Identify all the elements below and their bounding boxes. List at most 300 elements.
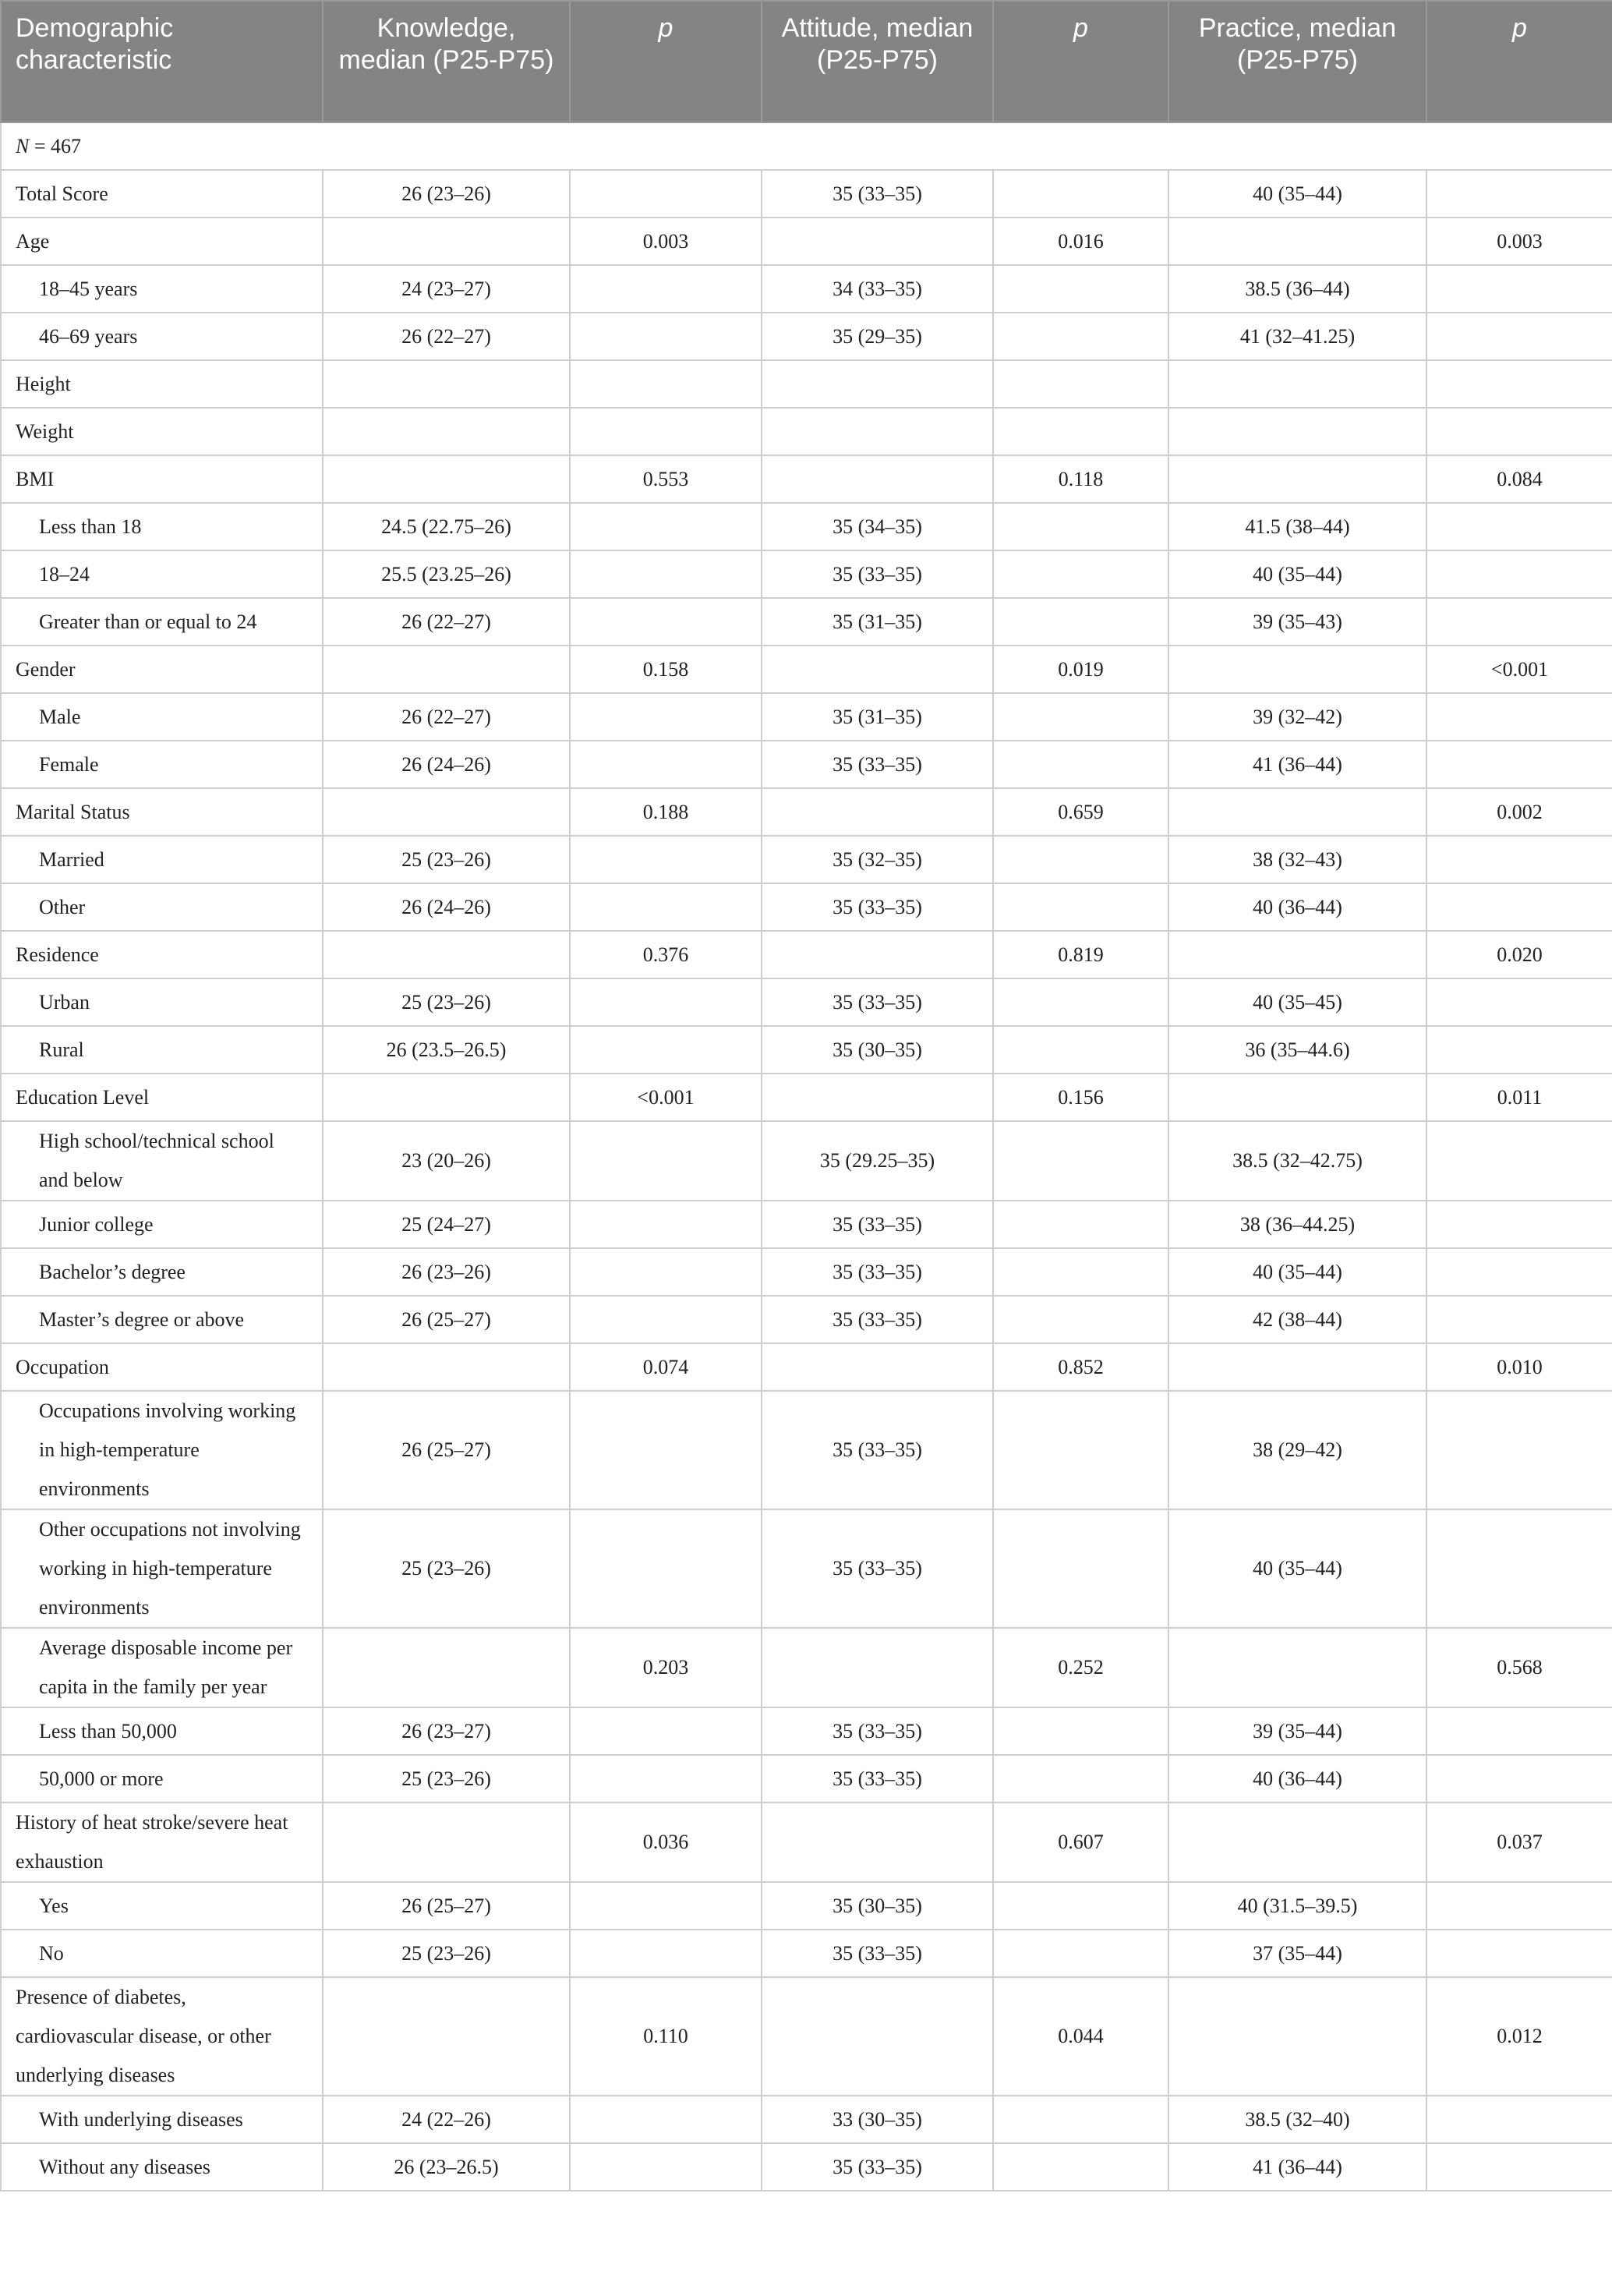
row-label: Height [1,360,323,408]
knowledge-median-cell [323,455,570,503]
practice-p-cell [1426,883,1612,931]
practice-median-cell: 41 (32–41.25) [1168,313,1426,360]
practice-median-cell [1168,455,1426,503]
practice-p-cell [1426,550,1612,598]
attitude-p-cell [993,1509,1168,1628]
practice-p-cell [1426,265,1612,313]
attitude-median-cell [762,218,993,265]
practice-p-cell [1426,503,1612,550]
row-label: 50,000 or more [1,1755,323,1802]
table-header [1,1,1612,122]
n-label: N [16,134,30,157]
practice-p-cell [1426,1391,1612,1509]
attitude-p-cell: 0.019 [993,646,1168,693]
attitude-p-cell: 0.852 [993,1343,1168,1391]
attitude-median-cell: 35 (33–35) [762,1509,993,1628]
practice-median-cell: 38.5 (32–42.75) [1168,1121,1426,1201]
header-characteristic: Demographic characteristic [1,1,323,122]
knowledge-p-cell [570,978,762,1026]
practice-median-cell: 40 (36–44) [1168,883,1426,931]
table-row [1,978,1612,1026]
knowledge-p-cell [570,1882,762,1930]
knowledge-median-cell: 26 (24–26) [323,741,570,788]
row-label: Other [1,883,323,931]
knowledge-p-cell: 0.376 [570,931,762,978]
row-label: Married [1,836,323,883]
knowledge-p-cell [570,360,762,408]
attitude-p-cell: 0.659 [993,788,1168,836]
practice-p-cell [1426,1296,1612,1343]
row-label: Rural [1,1026,323,1074]
practice-p-cell [1426,741,1612,788]
attitude-median-cell: 35 (33–35) [762,2143,993,2191]
practice-median-cell: 40 (35–44) [1168,550,1426,598]
knowledge-p-cell [570,1755,762,1802]
knowledge-median-cell: 25 (23–26) [323,1509,570,1628]
attitude-median-cell [762,931,993,978]
attitude-median-cell: 35 (33–35) [762,1707,993,1755]
knowledge-median-cell [323,360,570,408]
attitude-p-cell: 0.607 [993,1802,1168,1882]
practice-p-cell: 0.037 [1426,1802,1612,1882]
practice-p-cell [1426,1248,1612,1296]
attitude-median-cell: 35 (33–35) [762,741,993,788]
table-row [1,1628,1612,1707]
header-p-attitude: p [993,1,1168,122]
attitude-median-cell [762,408,993,455]
attitude-p-cell [993,1026,1168,1074]
practice-median-cell: 42 (38–44) [1168,1296,1426,1343]
practice-p-cell [1426,1121,1612,1201]
knowledge-p-cell [570,1391,762,1509]
knowledge-median-cell: 26 (25–27) [323,1882,570,1930]
attitude-p-cell [993,2096,1168,2143]
knowledge-median-cell [323,218,570,265]
practice-median-cell: 38.5 (32–40) [1168,2096,1426,2143]
knowledge-p-cell [570,2096,762,2143]
knowledge-p-cell [570,265,762,313]
knowledge-median-cell [323,931,570,978]
row-label: Female [1,741,323,788]
table-row [1,931,1612,978]
knowledge-median-cell: 24.5 (22.75–26) [323,503,570,550]
row-label: Other occupations not involving working in high-temperature environments [1,1509,323,1628]
header-row [1,1,1612,122]
attitude-median-cell: 34 (33–35) [762,265,993,313]
attitude-p-cell [993,503,1168,550]
knowledge-p-cell [570,408,762,455]
attitude-p-cell [993,170,1168,218]
sample-size-row [1,122,1612,170]
attitude-p-cell [993,1391,1168,1509]
knowledge-p-cell [570,550,762,598]
knowledge-p-cell [570,313,762,360]
attitude-median-cell [762,1628,993,1707]
row-label: BMI [1,455,323,503]
practice-median-cell: 41 (36–44) [1168,2143,1426,2191]
row-label: High school/technical school and below [1,1121,323,1201]
table-row [1,1882,1612,1930]
practice-p-cell [1426,2143,1612,2191]
attitude-p-cell: 0.156 [993,1074,1168,1121]
attitude-median-cell: 35 (33–35) [762,1248,993,1296]
row-label: 46–69 years [1,313,323,360]
table-row [1,741,1612,788]
knowledge-median-cell [323,788,570,836]
practice-median-cell: 40 (35–44) [1168,1509,1426,1628]
table-row [1,1248,1612,1296]
knowledge-p-cell: 0.188 [570,788,762,836]
knowledge-p-cell [570,2143,762,2191]
header-p-practice: p [1426,1,1612,122]
knowledge-p-cell [570,1201,762,1248]
practice-p-cell [1426,598,1612,646]
knowledge-p-cell [570,1248,762,1296]
header-attitude: Attitude, median (P25-P75) [762,1,993,122]
attitude-median-cell: 35 (33–35) [762,550,993,598]
practice-p-cell: 0.084 [1426,455,1612,503]
practice-median-cell: 38 (36–44.25) [1168,1201,1426,1248]
knowledge-median-cell [323,1343,570,1391]
attitude-median-cell [762,788,993,836]
practice-p-cell [1426,2096,1612,2143]
attitude-median-cell: 35 (31–35) [762,598,993,646]
knowledge-median-cell: 24 (23–27) [323,265,570,313]
row-label: Bachelor’s degree [1,1248,323,1296]
attitude-p-cell [993,1882,1168,1930]
knowledge-median-cell [323,1074,570,1121]
attitude-p-cell: 0.044 [993,1977,1168,2096]
attitude-median-cell: 35 (33–35) [762,1930,993,1977]
table-row [1,360,1612,408]
row-label: Less than 50,000 [1,1707,323,1755]
table-row [1,170,1612,218]
table-row [1,1121,1612,1201]
practice-p-cell [1426,408,1612,455]
practice-median-cell [1168,218,1426,265]
practice-p-cell: <0.001 [1426,646,1612,693]
attitude-p-cell [993,408,1168,455]
table-row [1,1977,1612,2096]
attitude-p-cell: 0.252 [993,1628,1168,1707]
practice-p-cell [1426,1026,1612,1074]
practice-median-cell: 41.5 (38–44) [1168,503,1426,550]
attitude-p-cell [993,2143,1168,2191]
knowledge-p-cell [570,836,762,883]
table-row [1,2143,1612,2191]
practice-p-cell: 0.568 [1426,1628,1612,1707]
attitude-median-cell: 35 (33–35) [762,978,993,1026]
knowledge-p-cell: 0.074 [570,1343,762,1391]
table-row [1,1930,1612,1977]
knowledge-p-cell: 0.036 [570,1802,762,1882]
table-row [1,313,1612,360]
attitude-p-cell [993,1930,1168,1977]
knowledge-median-cell [323,646,570,693]
practice-median-cell [1168,788,1426,836]
attitude-p-cell: 0.819 [993,931,1168,978]
practice-median-cell [1168,1977,1426,2096]
knowledge-p-cell: 0.003 [570,218,762,265]
practice-median-cell [1168,931,1426,978]
practice-median-cell: 36 (35–44.6) [1168,1026,1426,1074]
knowledge-median-cell: 25 (24–27) [323,1201,570,1248]
attitude-p-cell: 0.118 [993,455,1168,503]
practice-median-cell: 40 (35–45) [1168,978,1426,1026]
knowledge-p-cell [570,883,762,931]
table-row [1,455,1612,503]
row-label: 18–24 [1,550,323,598]
row-label: Yes [1,1882,323,1930]
row-label: Total Score [1,170,323,218]
table-row [1,646,1612,693]
practice-median-cell [1168,1343,1426,1391]
practice-p-cell [1426,836,1612,883]
practice-p-cell [1426,1509,1612,1628]
row-label: Weight [1,408,323,455]
knowledge-p-cell: <0.001 [570,1074,762,1121]
practice-median-cell: 40 (36–44) [1168,1755,1426,1802]
table-row [1,1707,1612,1755]
attitude-p-cell [993,1755,1168,1802]
header-knowledge: Knowledge, median (P25-P75) [323,1,570,122]
attitude-median-cell: 35 (33–35) [762,170,993,218]
knowledge-median-cell [323,408,570,455]
attitude-median-cell: 35 (33–35) [762,1391,993,1509]
table-row [1,1026,1612,1074]
attitude-p-cell [993,741,1168,788]
table-row [1,265,1612,313]
table-row [1,408,1612,455]
practice-median-cell: 38 (29–42) [1168,1391,1426,1509]
attitude-p-cell [993,836,1168,883]
attitude-p-cell [993,883,1168,931]
attitude-p-cell [993,265,1168,313]
knowledge-median-cell [323,1802,570,1882]
practice-p-cell: 0.003 [1426,218,1612,265]
knowledge-p-cell: 0.553 [570,455,762,503]
attitude-median-cell [762,1977,993,2096]
row-label: History of heat stroke/severe heat exhaustion [1,1802,323,1882]
knowledge-median-cell: 26 (23–27) [323,1707,570,1755]
attitude-p-cell [993,978,1168,1026]
knowledge-p-cell [570,1509,762,1628]
practice-p-cell: 0.020 [1426,931,1612,978]
practice-median-cell: 39 (35–44) [1168,1707,1426,1755]
table-body [1,122,1612,2191]
practice-p-cell [1426,170,1612,218]
practice-p-cell [1426,978,1612,1026]
table-row [1,1509,1612,1628]
attitude-p-cell [993,1707,1168,1755]
practice-median-cell: 39 (35–43) [1168,598,1426,646]
table-row [1,1755,1612,1802]
practice-median-cell: 38 (32–43) [1168,836,1426,883]
n-value: = 467 [29,134,82,157]
sample-size-cell [1,122,1612,170]
knowledge-median-cell: 26 (25–27) [323,1391,570,1509]
attitude-median-cell: 35 (30–35) [762,1882,993,1930]
knowledge-median-cell: 26 (23–26) [323,1248,570,1296]
attitude-median-cell [762,1343,993,1391]
attitude-median-cell: 35 (32–35) [762,836,993,883]
row-label: Occupation [1,1343,323,1391]
header-p-knowledge: p [570,1,762,122]
row-label: Urban [1,978,323,1026]
attitude-median-cell: 35 (30–35) [762,1026,993,1074]
attitude-p-cell: 0.016 [993,218,1168,265]
knowledge-median-cell [323,1628,570,1707]
row-label: Gender [1,646,323,693]
table-row [1,1391,1612,1509]
practice-median-cell: 40 (35–44) [1168,170,1426,218]
row-label: Education Level [1,1074,323,1121]
attitude-p-cell [993,313,1168,360]
row-label: Presence of diabetes, cardiovascular disease, or other underlying diseases [1,1977,323,2096]
attitude-median-cell: 35 (33–35) [762,883,993,931]
knowledge-p-cell [570,693,762,741]
practice-median-cell [1168,1628,1426,1707]
knowledge-median-cell: 23 (20–26) [323,1121,570,1201]
table-row [1,788,1612,836]
table-row [1,598,1612,646]
attitude-median-cell: 35 (34–35) [762,503,993,550]
knowledge-median-cell: 26 (23.5–26.5) [323,1026,570,1074]
table-row [1,1074,1612,1121]
table-row [1,836,1612,883]
knowledge-p-cell [570,1930,762,1977]
practice-median-cell [1168,408,1426,455]
knowledge-p-cell [570,1121,762,1201]
practice-median-cell: 39 (32–42) [1168,693,1426,741]
knowledge-p-cell: 0.158 [570,646,762,693]
attitude-median-cell [762,360,993,408]
knowledge-median-cell: 24 (22–26) [323,2096,570,2143]
practice-p-cell: 0.002 [1426,788,1612,836]
row-label: No [1,1930,323,1977]
attitude-median-cell: 35 (31–35) [762,693,993,741]
practice-median-cell [1168,360,1426,408]
knowledge-median-cell: 25.5 (23.25–26) [323,550,570,598]
knowledge-median-cell: 25 (23–26) [323,836,570,883]
knowledge-median-cell: 25 (23–26) [323,1755,570,1802]
knowledge-p-cell: 0.203 [570,1628,762,1707]
knowledge-p-cell [570,1707,762,1755]
row-label: Junior college [1,1201,323,1248]
practice-median-cell [1168,1074,1426,1121]
table-row [1,1802,1612,1882]
knowledge-median-cell: 26 (25–27) [323,1296,570,1343]
row-label: Occupations involving working in high-temperature environments [1,1391,323,1509]
practice-p-cell [1426,313,1612,360]
attitude-median-cell: 35 (33–35) [762,1755,993,1802]
row-label: With underlying diseases [1,2096,323,2143]
practice-p-cell: 0.012 [1426,1977,1612,2096]
practice-p-cell [1426,1755,1612,1802]
knowledge-p-cell [570,598,762,646]
practice-p-cell [1426,1930,1612,1977]
row-label: Residence [1,931,323,978]
attitude-median-cell [762,1802,993,1882]
practice-p-cell [1426,1707,1612,1755]
table-row [1,2096,1612,2143]
practice-median-cell [1168,646,1426,693]
knowledge-median-cell: 26 (22–27) [323,693,570,741]
table-row [1,550,1612,598]
knowledge-p-cell [570,741,762,788]
attitude-median-cell: 33 (30–35) [762,2096,993,2143]
attitude-p-cell [993,550,1168,598]
table-row [1,503,1612,550]
practice-p-cell: 0.010 [1426,1343,1612,1391]
knowledge-median-cell: 26 (22–27) [323,313,570,360]
knowledge-median-cell: 26 (24–26) [323,883,570,931]
row-label: Marital Status [1,788,323,836]
attitude-median-cell [762,1074,993,1121]
knowledge-median-cell: 26 (22–27) [323,598,570,646]
table-row [1,883,1612,931]
table-row [1,693,1612,741]
practice-p-cell [1426,360,1612,408]
row-label: Greater than or equal to 24 [1,598,323,646]
table-row [1,1343,1612,1391]
attitude-median-cell: 35 (29–35) [762,313,993,360]
row-label: Age [1,218,323,265]
knowledge-median-cell [323,1977,570,2096]
knowledge-p-cell [570,1026,762,1074]
knowledge-p-cell [570,503,762,550]
row-label: Less than 18 [1,503,323,550]
table-row [1,1296,1612,1343]
practice-median-cell: 40 (31.5–39.5) [1168,1882,1426,1930]
practice-median-cell: 41 (36–44) [1168,741,1426,788]
practice-p-cell [1426,1882,1612,1930]
knowledge-p-cell [570,170,762,218]
attitude-p-cell [993,693,1168,741]
row-label: 18–45 years [1,265,323,313]
knowledge-median-cell: 26 (23–26) [323,170,570,218]
attitude-p-cell [993,1121,1168,1201]
knowledge-p-cell [570,1296,762,1343]
knowledge-median-cell: 26 (23–26.5) [323,2143,570,2191]
attitude-p-cell [993,1248,1168,1296]
row-label: Without any diseases [1,2143,323,2191]
attitude-median-cell [762,455,993,503]
attitude-median-cell: 35 (33–35) [762,1296,993,1343]
row-label: Average disposable income per capita in the family per year [1,1628,323,1707]
practice-p-cell [1426,1201,1612,1248]
header-practice: Practice, median (P25-P75) [1168,1,1426,122]
practice-p-cell [1426,693,1612,741]
table-row [1,218,1612,265]
table-row [1,1201,1612,1248]
practice-median-cell: 37 (35–44) [1168,1930,1426,1977]
practice-median-cell: 40 (35–44) [1168,1248,1426,1296]
practice-p-cell: 0.011 [1426,1074,1612,1121]
knowledge-median-cell: 25 (23–26) [323,978,570,1026]
practice-median-cell [1168,1802,1426,1882]
attitude-median-cell [762,646,993,693]
knowledge-p-cell: 0.110 [570,1977,762,2096]
row-label: Master’s degree or above [1,1296,323,1343]
attitude-p-cell [993,1296,1168,1343]
attitude-median-cell: 35 (29.25–35) [762,1121,993,1201]
row-label: Male [1,693,323,741]
attitude-p-cell [993,360,1168,408]
attitude-median-cell: 35 (33–35) [762,1201,993,1248]
practice-median-cell: 38.5 (36–44) [1168,265,1426,313]
knowledge-median-cell: 25 (23–26) [323,1930,570,1977]
